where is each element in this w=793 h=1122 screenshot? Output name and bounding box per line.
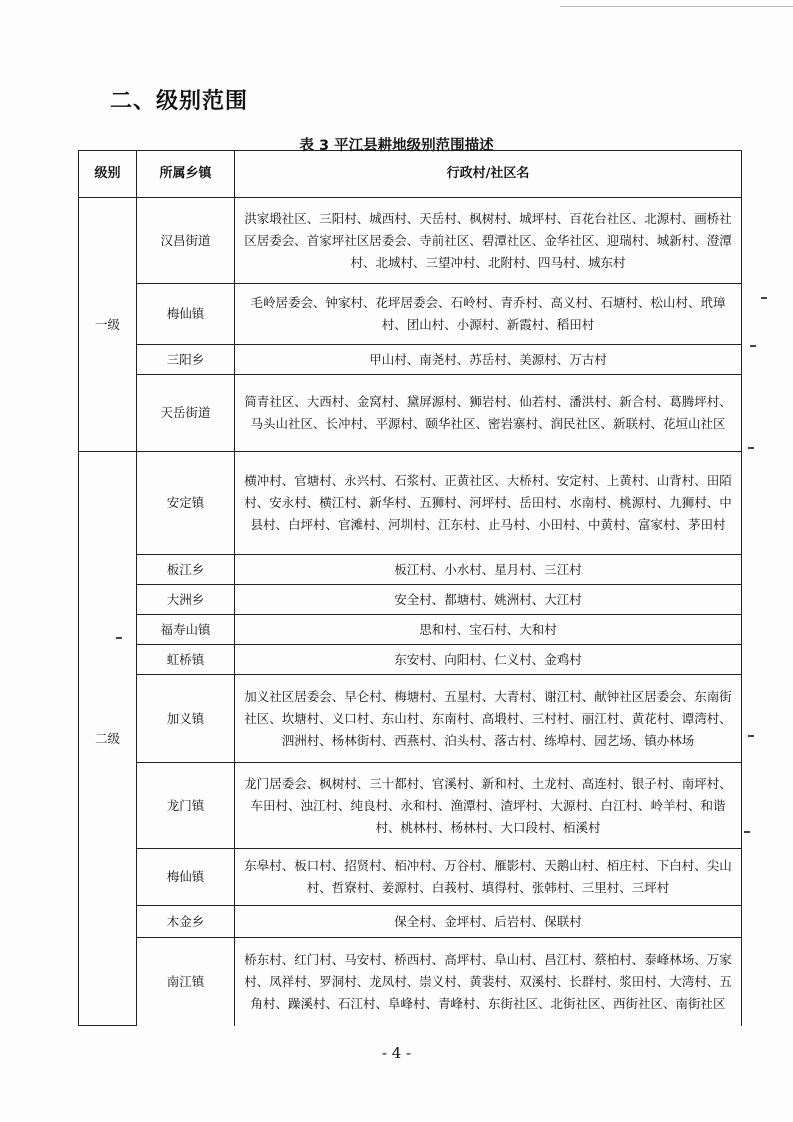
town-cell: 梅仙镇 (137, 849, 235, 906)
villages-cell: 安全村、都塘村、姚洲村、大江村 (235, 585, 742, 615)
town-cell: 龙门镇 (137, 763, 235, 849)
table-row (79, 375, 742, 452)
villages-cell: 桥东村、红门村、马安村、桥西村、高坪村、阜山村、昌江村、蔡柏村、泰峰林场、万家村、凤祥村、罗洞村、龙凤村、崇义村、黄裴村、双溪村、长群村、浆田村、大湾村、五角村、躁溪村、石江村、阜峰村、青峰村、东街社区、北街社区、西街社区、南街社区 (235, 938, 742, 1026)
villages-cell: 东安村、向阳村、仁义村、金鸡村 (235, 645, 742, 675)
level-cell-2: 二级 (79, 452, 137, 1026)
scan-speck (748, 735, 754, 737)
town-cell: 安定镇 (137, 452, 235, 555)
level-cell-1: 一级 (79, 198, 137, 452)
villages-cell: 思和村、宝石村、大和村 (235, 615, 742, 645)
town-cell: 天岳街道 (137, 375, 235, 452)
page-number: - 4 - (381, 1044, 412, 1062)
table-row (79, 938, 742, 1026)
scan-speck (744, 831, 750, 833)
table-row (79, 555, 742, 585)
villages-cell: 简青社区、大西村、金窝村、黛屏源村、狮岩村、仙若村、潘洪村、新合村、葛腾坪村、马头山社区、长冲村、平源村、颐华社区、密岩寨村、润民社区、新联村、花垣山社区 (235, 375, 742, 452)
table-row (79, 345, 742, 375)
header-level: 级别 (79, 151, 137, 198)
villages-cell: 甲山村、南尧村、苏岳村、美源村、万古村 (235, 345, 742, 375)
table-row (79, 585, 742, 615)
table-row (79, 615, 742, 645)
town-cell: 加义镇 (137, 675, 235, 763)
town-cell: 木金乡 (137, 906, 235, 938)
scan-speck (761, 297, 767, 299)
table-row (79, 284, 742, 345)
villages-cell: 东皋村、板口村、招贤村、栢冲村、万谷村、雁影村、天鹅山村、栢庄村、下白村、尖山村、哲寮村、姜源村、白莪村、填得村、张韩村、三里村、三坪村 (235, 849, 742, 906)
town-cell: 南江镇 (137, 938, 235, 1026)
table-header-row (79, 151, 742, 198)
villages-cell: 洪家塅社区、三阳村、城西村、天岳村、枫树村、城坪村、百花台社区、北源村、画桥社区居委会、首家坪社区居委会、寺前社区、碧潭社区、金华社区、迎瑞村、城新村、澄潭村、北城村、三望冲村、北附村、四马村、城东村 (235, 198, 742, 284)
scan-speck (750, 345, 756, 347)
land-level-scope-table (78, 150, 742, 1026)
town-cell: 汉昌街道 (137, 198, 235, 284)
table-row (79, 645, 742, 675)
table-caption: 表 3 平江县耕地级别范围描述 (299, 138, 494, 154)
scan-speck (116, 637, 122, 639)
town-cell: 福寿山镇 (137, 615, 235, 645)
town-cell: 梅仙镇 (137, 284, 235, 345)
villages-cell: 板江村、小水村、星月村、三江村 (235, 555, 742, 585)
scan-speck (748, 447, 754, 449)
table-row (79, 906, 742, 938)
town-cell: 板江乡 (137, 555, 235, 585)
villages-cell: 龙门居委会、枫树村、三十都村、官溪村、新和村、土龙村、高连村、银子村、南坪村、车田村、浊江村、纯良村、永和村、渔潭村、渣坪村、大源村、白江村、岭羊村、和谐村、桃林村、杨林村、大口段村、栢溪村 (235, 763, 742, 849)
section-heading: 二、级别范围 (110, 89, 249, 114)
town-cell: 虹桥镇 (137, 645, 235, 675)
table-row (79, 198, 742, 284)
villages-cell: 横冲村、官塘村、永兴村、石浆村、正黄社区、大桥村、安定村、上黄村、山背村、田陌村、安永村、横江村、新华村、五狮村、河坪村、岳田村、水南村、桃源村、九狮村、中县村、白坪村、官滩村、河圳村、江东村、止马村、小田村、中黄村、富家村、茅田村 (235, 452, 742, 555)
scan-top-line (560, 6, 793, 7)
table-row (79, 452, 742, 555)
villages-cell: 加义社区居委会、早仑村、梅塘村、五星村、大青村、谢江村、献钟社区居委会、东南街社区、坎塘村、义口村、东山村、东南村、高塅村、三村村、丽江村、黄花村、谭湾村、泗洲村、杨林街村、西燕村、泊头村、落古村、练埠村、园艺场、镇办林场 (235, 675, 742, 763)
header-villages: 行政村/社区名 (235, 151, 742, 198)
villages-cell: 毛岭居委会、钟家村、花坪居委会、石岭村、青乔村、高义村、石塘村、松山村、玳璋村、团山村、小源村、新霞村、稻田村 (235, 284, 742, 345)
villages-cell: 保全村、金坪村、后岩村、保联村 (235, 906, 742, 938)
table-row (79, 763, 742, 849)
table-row (79, 849, 742, 906)
town-cell: 大洲乡 (137, 585, 235, 615)
table-row (79, 675, 742, 763)
header-town: 所属乡镇 (137, 151, 235, 198)
town-cell: 三阳乡 (137, 345, 235, 375)
